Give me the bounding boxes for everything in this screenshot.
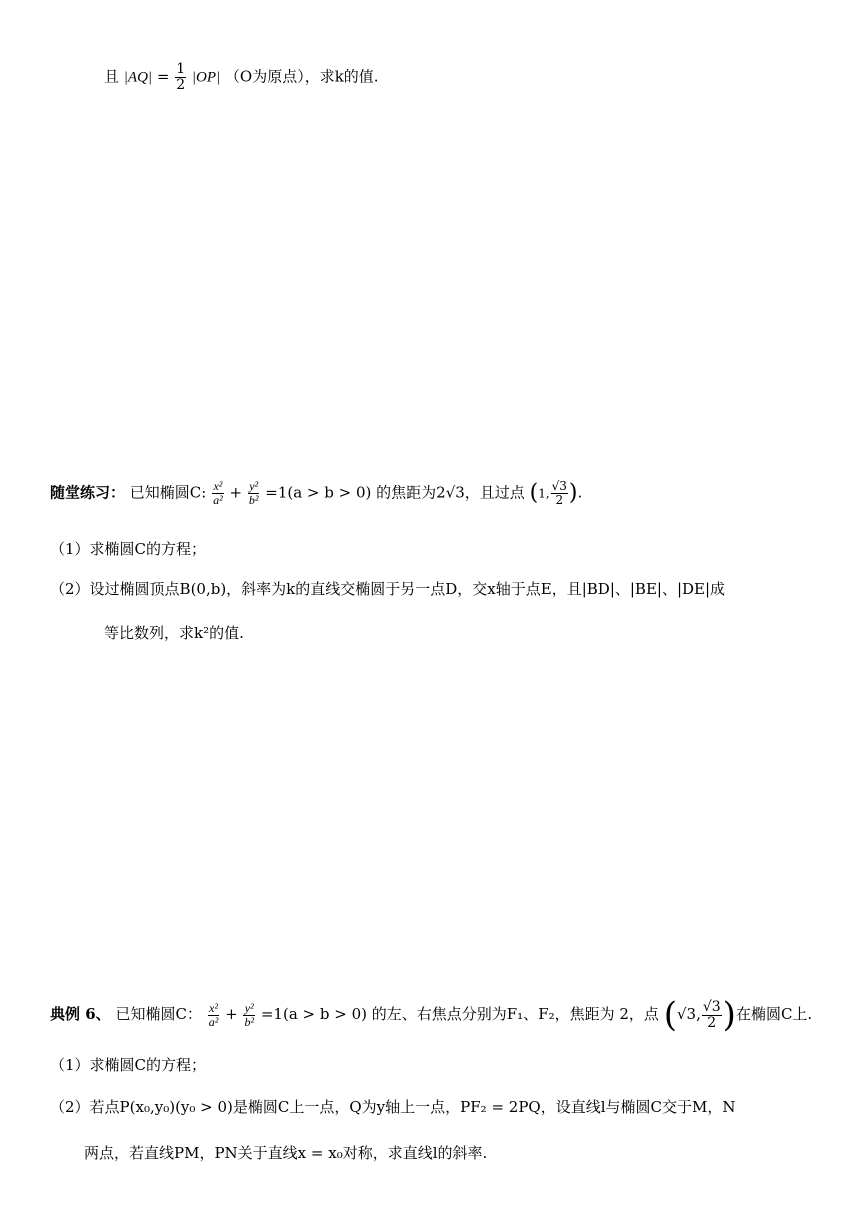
plus-sign: + [229, 483, 243, 502]
fraction-x2-a2 [208, 1002, 220, 1029]
equation-rhs: =1(a > b > 0) [260, 1005, 367, 1023]
example6-question-1: （1）求椭圆C的方程； [50, 1056, 207, 1074]
practice-label: 随堂练习： [50, 483, 126, 502]
right-paren: ) [568, 480, 578, 506]
fraction-numerator: y² [244, 1000, 254, 1015]
example6-label: 典例 6、 [50, 1005, 111, 1023]
point-x: √3, [676, 1005, 701, 1023]
point-y-fraction [551, 480, 568, 507]
example6-question-2-line-1: （2）若点P(x₀,y₀)(y₀ > 0)是椭圆C上一点，Q为y轴上一点，PF₂ = 2PQ，设直线l与椭圆C交于M，N [50, 1098, 736, 1116]
fraction-numerator: √3 [702, 998, 721, 1015]
left-paren: ( [663, 995, 677, 1035]
fraction-y2-b2 [243, 1002, 255, 1029]
fraction-denominator: b² [244, 1014, 255, 1029]
period: . [577, 483, 583, 502]
fraction-numerator: √3 [551, 479, 567, 493]
abs-aq: |AQ| [123, 69, 153, 86]
point-x: 1, [538, 486, 550, 501]
practice-heading-line [50, 480, 582, 507]
equation-rhs: =1(a > b > 0) [265, 483, 372, 502]
fraction-denominator: a² [213, 493, 223, 507]
origin-note: （O为原点），求k的值. [224, 67, 379, 86]
fraction-y2-b2 [248, 480, 260, 507]
practice-question-1: （1）求椭圆C的方程； [50, 540, 207, 558]
fraction-denominator: 2 [176, 77, 186, 93]
left-paren: ( [529, 480, 539, 506]
focal-text: 的焦距为2√3，且过点 [376, 483, 525, 502]
right-paren: ) [722, 995, 736, 1035]
practice-question-2-line-2: 等比数列，求k²的值. [104, 624, 244, 642]
practice-question-2-line-1: （2）设过椭圆顶点B(0,b)，斜率为k的直线交椭圆于另一点D，交x轴于点E，且|BD|、|BE|、|DE|成 [50, 580, 726, 598]
point-y-fraction [702, 1000, 722, 1031]
fraction-denominator: a² [208, 1014, 219, 1029]
text-qie: 且 [104, 67, 120, 86]
equals-sign: = [156, 67, 170, 86]
problem-condition-line [104, 62, 379, 93]
fraction-denominator: b² [248, 493, 259, 507]
abs-op: |OP| [191, 69, 221, 86]
fraction-x2-a2 [212, 480, 224, 507]
fraction-numerator: x² [213, 479, 223, 493]
foci-text: 的左、右焦点分别为F₁、F₂，焦距为 2，点 [371, 1005, 659, 1023]
example6-question-2-line-2: 两点，若直线PM，PN关于直线x = x₀对称，求直线l的斜率. [84, 1144, 488, 1162]
plus-sign: + [225, 1005, 238, 1023]
fraction-numerator: 1 [176, 61, 186, 77]
example6-heading-line [50, 995, 813, 1035]
fraction-one-half [175, 62, 186, 93]
example6-intro: 已知椭圆C： [115, 1005, 202, 1023]
fraction-denominator: 2 [707, 1014, 717, 1031]
practice-intro: 已知椭圆C: [129, 483, 207, 502]
on-ellipse-text: 在椭圆C上. [735, 1005, 813, 1023]
fraction-denominator: 2 [555, 493, 564, 507]
fraction-numerator: y² [249, 479, 259, 493]
fraction-numerator: x² [209, 1000, 218, 1015]
